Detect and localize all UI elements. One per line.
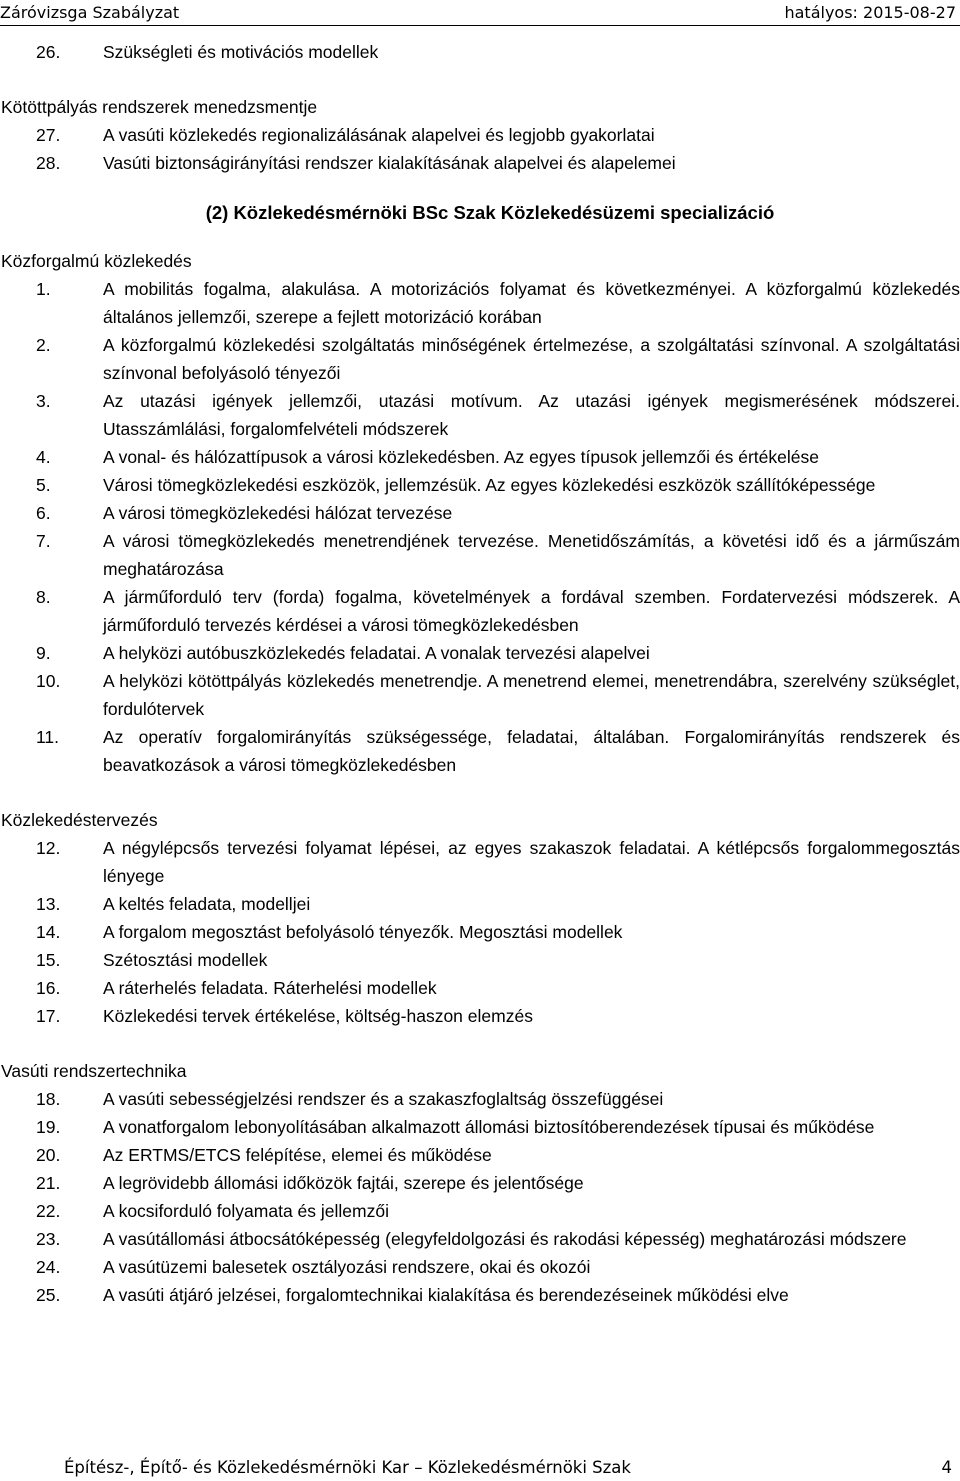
- specialization-heading: (2) Közlekedésmérnöki BSc Szak Közlekedésüzemi specializáció: [205, 202, 775, 223]
- list-item: [0, 121, 960, 149]
- item-number: 23.: [36, 1229, 61, 1249]
- item-number: 6.: [36, 503, 51, 523]
- section-kozforgalmu: [0, 247, 960, 779]
- item-number: 22.: [36, 1201, 61, 1221]
- item-number: 9.: [36, 643, 51, 663]
- item-text: A mobilitás fogalma, alakulása. A motorizációs folyamat és következményei. A közforgalmú közlekedés általános jellemzői, szerepe a fejlett motorizáció korában: [103, 279, 960, 327]
- item-text: A városi tömegközlekedési hálózat tervezése: [103, 503, 453, 523]
- section-title: Kötöttpályás rendszerek menedzsmentje: [1, 97, 318, 117]
- item-text: A vasúti sebességjelzési rendszer és a szakaszfoglaltság összefüggései: [103, 1089, 664, 1109]
- item-number: 15.: [36, 950, 61, 970]
- item-number: 14.: [36, 922, 61, 942]
- list-item: [0, 499, 960, 527]
- item-number: 13.: [36, 894, 61, 914]
- item-number: 16.: [36, 978, 61, 998]
- item-number: 2.: [36, 335, 51, 355]
- item-number: 3.: [36, 391, 51, 411]
- item-number: 12.: [36, 838, 61, 858]
- item-number: 5.: [36, 475, 51, 495]
- item-text: A közforgalmú közlekedési szolgáltatás minőségének értelmezése, a szolgáltatási színvonal. A szolgáltatási színvonal befolyásoló tényezői: [103, 335, 960, 383]
- item-text: A vonatforgalom lebonyolításában alkalmazott állomási biztosítóberendezések típusai és működése: [103, 1117, 875, 1137]
- section-kotottpalyas: [0, 93, 960, 177]
- page-footer: [0, 1456, 960, 1480]
- item-number: 24.: [36, 1257, 61, 1277]
- top-item-list: [0, 38, 960, 66]
- item-text: Szétosztási modellek: [103, 950, 268, 970]
- item-list: [0, 1085, 960, 1309]
- list-item: [0, 1169, 960, 1197]
- item-number: 11.: [36, 727, 60, 747]
- item-number: 4.: [36, 447, 51, 467]
- list-item: [0, 1281, 960, 1309]
- page-header: [0, 0, 960, 26]
- item-text: A keltés feladata, modelljei: [103, 894, 311, 914]
- list-item: [0, 1002, 960, 1030]
- item-text: A városi tömegközlekedés menetrendjének tervezése. Menetidőszámítás, a követési idő és a járműszám meghatározása: [103, 531, 960, 579]
- footer-faculty: Építész-, Építő- és Közlekedésmérnöki Kar – Közlekedésmérnöki Szak: [64, 1458, 631, 1477]
- list-item: [0, 471, 960, 499]
- list-item: [0, 1141, 960, 1169]
- item-text: A vasútállomási átbocsátóképesség (elegyfeldolgozási és rakodási képesség) meghatározási módszere: [103, 1229, 907, 1249]
- item-text: A vasúti közlekedés regionalizálásának alapelvei és legjobb gyakorlatai: [103, 125, 655, 145]
- item-number: 17.: [36, 1006, 61, 1026]
- item-text: A kocsiforduló folyamata és jellemzői: [103, 1201, 389, 1221]
- section-kozlekedestervezes: [0, 806, 960, 1030]
- item-text: A legrövidebb állomási időközök fajtái, szerepe és jelentősége: [103, 1173, 584, 1193]
- list-item: [0, 331, 960, 387]
- item-text: A helyközi autóbuszközlekedés feladatai. A vonalak tervezési alapelvei: [103, 643, 650, 663]
- item-number: 27.: [36, 125, 61, 145]
- item-number: 8.: [36, 587, 51, 607]
- item-text: Vasúti biztonságirányítási rendszer kialakításának alapelvei és alapelemei: [103, 153, 676, 173]
- section-title: Vasúti rendszertechnika: [1, 1061, 187, 1081]
- list-item: [0, 1113, 960, 1141]
- list-item: [0, 1085, 960, 1113]
- item-text: A vasútüzemi balesetek osztályozási rendszere, okai és okozói: [103, 1257, 591, 1277]
- list-item: [0, 149, 960, 177]
- page-number: 4: [941, 1458, 952, 1477]
- list-item: [0, 639, 960, 667]
- item-text: A vonal- és hálózattípusok a városi közlekedésben. Az egyes típusok jellemzői és értékelése: [103, 447, 819, 467]
- list-item: [0, 583, 960, 639]
- item-number: 20.: [36, 1145, 61, 1165]
- list-item: [0, 527, 960, 583]
- item-text: Közlekedési tervek értékelése, költség-haszon elemzés: [103, 1006, 533, 1026]
- item-number: 10.: [36, 671, 61, 691]
- list-item: [0, 1225, 960, 1253]
- item-list: [0, 275, 960, 779]
- item-number: 26.: [36, 42, 61, 62]
- list-item: [0, 667, 960, 723]
- item-number: 25.: [36, 1285, 61, 1305]
- item-text: Városi tömegközlekedési eszközök, jellemzésük. Az egyes közlekedési eszközök szállítóképessége: [103, 475, 876, 495]
- document-body: [0, 38, 960, 1309]
- item-list: [0, 121, 960, 177]
- item-number: 19.: [36, 1117, 61, 1137]
- list-item: [0, 946, 960, 974]
- item-text: A járműforduló terv (forda) fogalma, követelmények a fordával szemben. Fordatervezési módszerek. A járműforduló tervezés kérdései a városi tömegközlekedésben: [103, 587, 960, 635]
- header-effective-date: hatályos: 2015-08-27: [784, 3, 956, 22]
- item-text: Szükségleti és motivációs modellek: [103, 42, 379, 62]
- section-vasuti: [0, 1057, 960, 1309]
- header-rule: [0, 25, 960, 26]
- item-number: 7.: [36, 531, 51, 551]
- list-item: [0, 890, 960, 918]
- item-text: A helyközi kötöttpályás közlekedés menetrendje. A menetrend elemei, menetrendábra, szerelvény szükséglet, fordulótervek: [103, 671, 960, 719]
- item-text: A vasúti átjáró jelzései, forgalomtechnikai kialakítása és berendezéseinek működési elve: [103, 1285, 789, 1305]
- list-item: [0, 38, 960, 66]
- list-item: [0, 275, 960, 331]
- item-number: 18.: [36, 1089, 61, 1109]
- list-item: [0, 1197, 960, 1225]
- list-item: [0, 443, 960, 471]
- list-item: [0, 1253, 960, 1281]
- item-text: A négylépcsős tervezési folyamat lépései, az egyes szakaszok feladatai. A kétlépcsős forgalommegosztás lényege: [103, 838, 960, 886]
- list-item: [0, 918, 960, 946]
- header-title: Záróvizsga Szabályzat: [0, 3, 180, 22]
- list-item: [0, 834, 960, 890]
- item-number: 1.: [36, 279, 51, 299]
- item-number: 28.: [36, 153, 61, 173]
- item-text: Az utazási igények jellemzői, utazási motívum. Az utazási igények megismerésének módszerei. Utasszámlálási, forgalomfelvételi módszerek: [103, 391, 960, 439]
- item-text: Az operatív forgalomirányítás szükségessége, feladatai, általában. Forgalomirányítás rendszerek és beavatkozások a városi tömegközlekedésben: [103, 727, 960, 775]
- item-number: 21.: [36, 1173, 61, 1193]
- section-title: Közlekedéstervezés: [1, 810, 158, 830]
- item-text: Az ERTMS/ETCS felépítése, elemei és működése: [103, 1145, 492, 1165]
- item-text: A forgalom megosztást befolyásoló tényezők. Megosztási modellek: [103, 922, 623, 942]
- item-list: [0, 834, 960, 1030]
- list-item: [0, 723, 960, 779]
- list-item: [0, 974, 960, 1002]
- section-title: Közforgalmú közlekedés: [1, 251, 192, 271]
- item-text: A ráterhelés feladata. Ráterhelési modellek: [103, 978, 437, 998]
- list-item: [0, 387, 960, 443]
